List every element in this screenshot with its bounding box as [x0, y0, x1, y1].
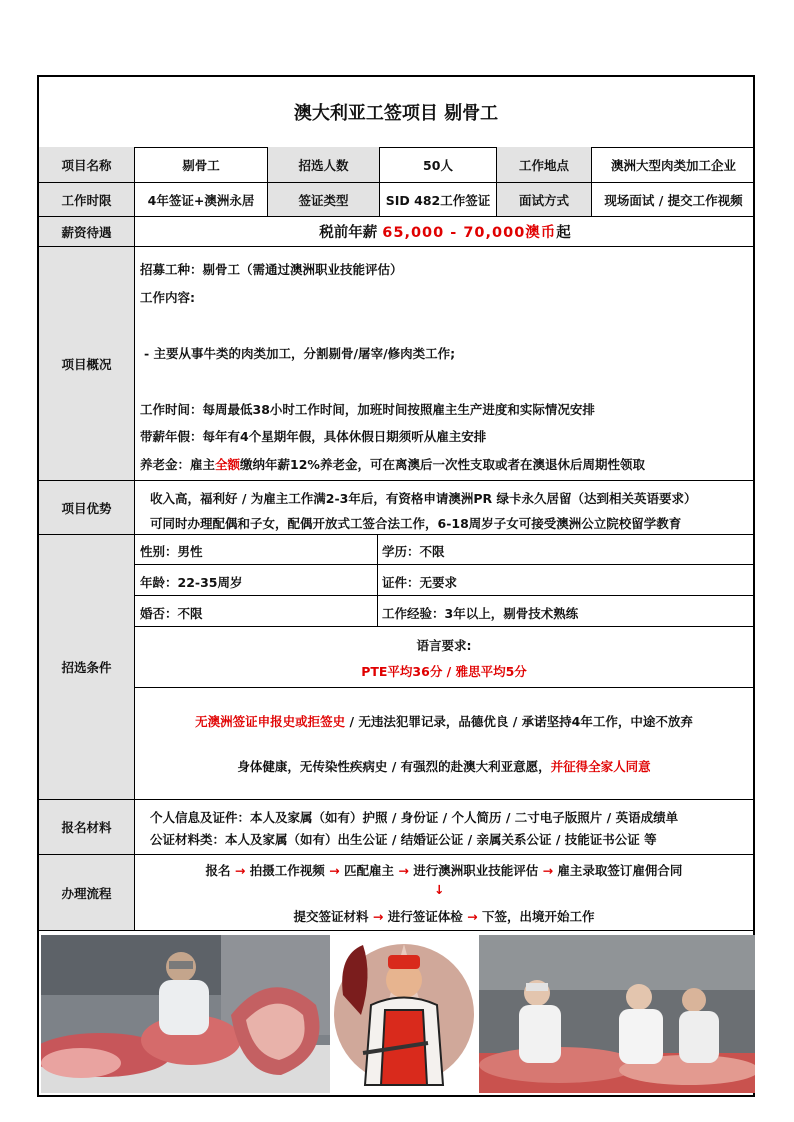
divider	[135, 595, 753, 596]
meat-processing-photo	[41, 935, 330, 1093]
salary-value	[135, 217, 755, 246]
requirement-1-rest: / 无违法犯罪记录，品德优良 / 承诺坚持4年工作，中途不放弃	[345, 714, 693, 729]
label-work-term: 工作时限	[39, 183, 135, 216]
condition-certificate: 证件：无要求	[382, 575, 458, 590]
pension-prefix: 养老金：雇主	[140, 457, 216, 472]
condition-age: 年龄：22-35周岁	[140, 575, 243, 590]
materials-row	[39, 800, 753, 855]
advantages-line-2: 可同时办理配偶和子女，配偶开放式工签合法工作，6-18周岁子女可接受澳洲公立院校留学教育	[150, 516, 682, 531]
arrow-icon: →	[329, 863, 340, 878]
condition-education: 学历：不限	[382, 544, 445, 559]
overview-hours: 工作时间：每周最低38小时工作时间，加班时间按照雇主生产进度和实际情况安排	[140, 402, 595, 417]
process-line-1	[135, 861, 753, 879]
label-work-location: 工作地点	[497, 147, 592, 182]
value-visa-type: SID 482工作签证	[380, 183, 497, 216]
value-headcount: 50人	[380, 147, 497, 182]
label-process: 办理流程	[39, 855, 135, 930]
conditions-row	[39, 535, 753, 800]
info-row-1	[39, 147, 753, 183]
label-overview: 项目概况	[39, 247, 135, 480]
step-submit: 提交签证材料	[293, 909, 369, 924]
label-headcount: 招选人数	[268, 147, 380, 182]
overview-content-title: 工作内容:	[140, 290, 195, 305]
condition-gender: 性别：男性	[140, 544, 203, 559]
requirement-2-main: 身体健康，无传染性疾病史 / 有强烈的赴澳大利亚意愿，	[237, 759, 551, 774]
salary-row	[39, 217, 753, 247]
divider	[377, 535, 378, 626]
label-visa-type: 签证类型	[268, 183, 380, 216]
down-arrow-icon: ↓	[434, 882, 445, 897]
overview-content-detail: - 主要从事牛类的肉类加工，分割剔骨/屠宰/修肉类工作;	[144, 346, 456, 361]
label-project-name: 项目名称	[39, 147, 135, 182]
language-requirement: PTE平均36分 / 雅思平均5分	[361, 664, 527, 679]
overview-row	[39, 247, 753, 481]
process-row	[39, 855, 753, 931]
divider	[135, 626, 753, 627]
arrow-icon: →	[467, 909, 478, 924]
label-salary: 薪资待遇	[39, 217, 135, 246]
value-work-location: 澳洲大型肉类加工企业	[610, 157, 736, 173]
requirement-line-1	[135, 712, 753, 730]
arrow-icon: →	[398, 863, 409, 878]
document-sheet	[37, 75, 755, 1097]
advantages-line-1: 收入高，福利好 / 为雇主工作满2-3年后，有资格申请澳洲PR 绿卡永久居留（达到相关英语要求）	[150, 491, 697, 506]
no-refusal-record: 无澳洲签证申报史或拒签史	[195, 714, 346, 729]
family-consent: 并征得全家人同意	[550, 759, 651, 774]
label-materials: 报名材料	[39, 800, 135, 854]
value-project-name: 剔骨工	[135, 147, 268, 182]
overview-pension	[140, 455, 645, 473]
page-title: 澳大利亚工签项目 剔骨工	[39, 77, 753, 148]
value-interview: 现场面试 / 提交工作视频	[604, 192, 743, 208]
info-row-2	[39, 183, 753, 217]
materials-notarization: 公证材料类：本人及家属（如有）出生公证 / 结婚证公证 / 亲属关系公证 / 技能证书公证 等	[150, 832, 657, 847]
materials-personal: 个人信息及证件：本人及家属（如有）护照 / 身份证 / 个人简历 / 二寸电子版照片 / 英语成绩单	[150, 810, 679, 825]
process-line-2	[135, 907, 753, 925]
step-medical: 进行签证体检	[387, 909, 463, 924]
label-conditions: 招选条件	[39, 535, 135, 799]
overview-leave: 带薪年假：每年有4个星期年假，具体休假日期须听从雇主安排	[140, 429, 487, 444]
salary-amount: 65,000 - 70,000澳币	[382, 225, 557, 241]
pension-rest: 缴纳年薪12%养老金，可在离澳后一次性支取或者在澳退休后周期性领取	[240, 457, 645, 472]
photo-strip	[39, 931, 753, 1097]
step-apply: 报名	[205, 863, 231, 878]
advantages-row	[39, 481, 753, 535]
condition-experience: 工作经验：3年以上，剔骨技术熟练	[382, 606, 579, 621]
step-assessment: 进行澳洲职业技能评估	[413, 863, 539, 878]
arrow-icon: →	[542, 863, 554, 878]
step-video: 拍摄工作视频	[249, 863, 325, 878]
requirement-line-2	[135, 757, 753, 775]
butcher-illustration	[333, 935, 475, 1093]
arrow-icon: →	[372, 909, 384, 924]
condition-marriage: 婚否：不限	[140, 606, 203, 621]
salary-prefix: 税前年薪	[319, 225, 378, 241]
overview-job-type: 招募工种：剔骨工（需通过澳洲职业技能评估）	[140, 262, 403, 277]
factory-workers-photo	[479, 935, 755, 1093]
value-work-term: 4年签证+澳洲永居	[135, 183, 268, 216]
language-title: 语言要求:	[416, 638, 472, 653]
pension-highlight: 全额	[215, 457, 241, 472]
arrow-icon: →	[234, 863, 246, 878]
label-interview: 面试方式	[497, 183, 592, 216]
label-advantages: 项目优势	[39, 481, 135, 534]
step-contract: 雇主录取签订雇佣合同	[557, 863, 683, 878]
divider	[135, 687, 753, 688]
step-visa-granted: 下签，出境开始工作	[481, 909, 595, 924]
salary-suffix: 起	[556, 225, 571, 241]
divider	[135, 564, 753, 565]
step-match: 匹配雇主	[343, 863, 394, 878]
